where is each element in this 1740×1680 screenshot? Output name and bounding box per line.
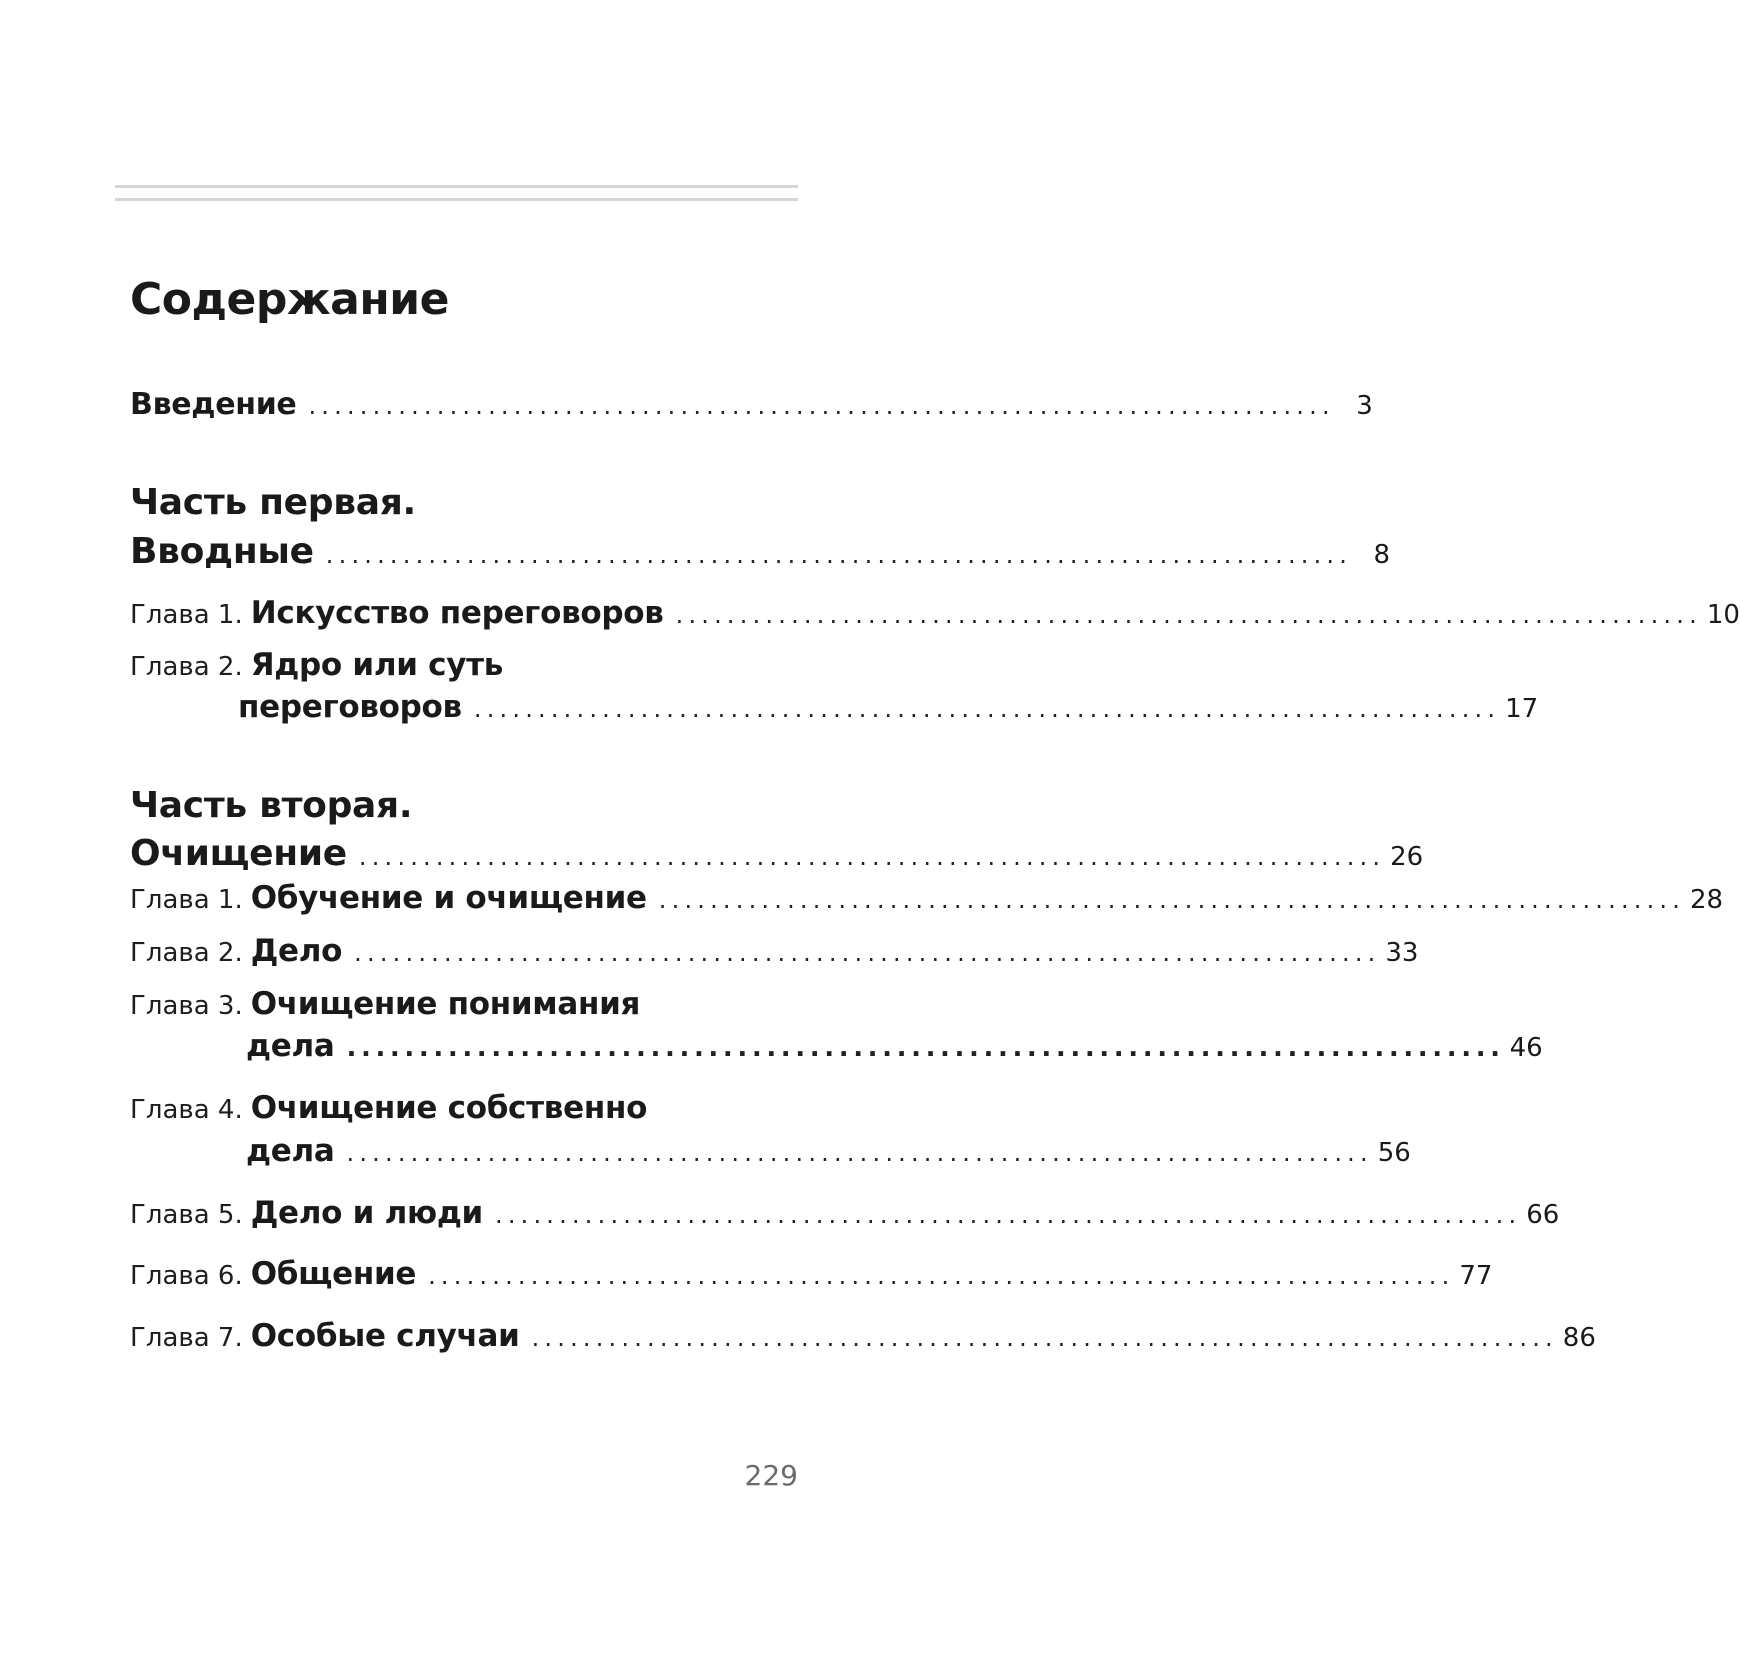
toc-entry-chapter[interactable] (130, 1256, 1493, 1292)
toc-entry-page: 86 (1562, 1323, 1596, 1353)
chapter-title-line2: дела (246, 1133, 335, 1169)
toc-entry-page: 33 (1385, 938, 1419, 968)
toc-entry-page: 8 (1373, 540, 1391, 570)
chapter-label: Глава 1. (130, 885, 243, 915)
chapter-title: Обучение и очищение (250, 880, 647, 916)
toc-entry-chapter[interactable] (130, 595, 1740, 631)
chapter-title: Общение (250, 1256, 417, 1292)
toc-entry-chapter[interactable] (130, 647, 755, 683)
toc-entry-page: 77 (1459, 1261, 1493, 1291)
toc-entry-page: 10 (1706, 600, 1740, 630)
toc-entry-chapter[interactable] (130, 1195, 1560, 1231)
toc-entry-chapter[interactable] (130, 933, 1419, 969)
chapter-title-line1: Очищение собственно (250, 1090, 648, 1126)
toc-entry-intro[interactable] (130, 387, 1373, 422)
part-heading-line1: Часть первая. (130, 482, 416, 523)
dot-leader: ................................................................................ (675, 601, 1702, 629)
chapter-label: Глава 3. (130, 991, 243, 1021)
chapter-label: Глава 5. (130, 1200, 243, 1230)
toc-entry-chapter-continuation[interactable] (246, 1133, 1411, 1169)
chapter-title: Дело (250, 933, 343, 969)
chapter-label: Глава 6. (130, 1261, 243, 1291)
chapter-title: Искусство переговоров (250, 595, 664, 631)
toc-entry-page: 17 (1505, 694, 1539, 724)
toc-entry-chapter[interactable] (130, 1090, 755, 1126)
dot-leader: ................................................................................ (325, 541, 1353, 569)
dot-leader: ................................................................................ (658, 886, 1686, 914)
dot-leader: ................................................................................ (354, 939, 1381, 967)
page-number: 229 (744, 1459, 798, 1492)
chapter-title: Особые случаи (250, 1318, 520, 1354)
dot-leader: ................................................................................ (531, 1324, 1558, 1352)
toc-entry-title: Введение (130, 387, 297, 422)
dot-leader: ................................................................................ (473, 695, 1501, 723)
chapter-title-line1: Очищение понимания (250, 986, 641, 1022)
toc-entry-part2[interactable] (130, 833, 1424, 874)
header-rule-bottom (115, 198, 798, 201)
chapter-title-line2: дела (246, 1028, 335, 1064)
chapter-title-line1: Ядро или суть (250, 647, 504, 683)
toc-entry-chapter[interactable] (130, 1318, 1596, 1354)
toc-entry-page: 56 (1377, 1138, 1411, 1168)
toc-title: Содержание (130, 274, 449, 325)
part-heading-line2: Очищение (130, 833, 347, 874)
toc-entry-chapter-continuation[interactable] (238, 689, 1539, 725)
toc-entry-page: 66 (1526, 1200, 1560, 1230)
chapter-title: Дело и люди (250, 1195, 483, 1231)
part-heading-line2: Вводные (130, 531, 314, 572)
dot-leader: ................................................................................ (358, 843, 1386, 871)
toc-entry-page: 28 (1690, 885, 1724, 915)
chapter-title-line2: переговоров (238, 689, 462, 725)
dot-leader: ................................................................................ (346, 1033, 1505, 1063)
dot-leader: ................................................................................ (346, 1139, 1373, 1167)
toc-entry-part1[interactable] (130, 531, 1391, 572)
toc-entry-chapter-continuation[interactable] (246, 1028, 1543, 1064)
toc-entry-chapter[interactable] (130, 986, 755, 1022)
dot-leader: ................................................................................ (308, 392, 1335, 420)
toc-entry-page: 46 (1509, 1033, 1543, 1063)
header-rule-top (115, 185, 798, 188)
chapter-label: Глава 2. (130, 652, 243, 682)
toc-entry-page: 3 (1356, 391, 1373, 421)
toc-entry-chapter[interactable] (130, 880, 1724, 916)
chapter-label: Глава 1. (130, 600, 243, 630)
dot-leader: ................................................................................ (494, 1201, 1522, 1229)
dot-leader: ................................................................................ (428, 1262, 1455, 1290)
chapter-label: Глава 4. (130, 1095, 243, 1125)
chapter-label: Глава 7. (130, 1323, 243, 1353)
chapter-label: Глава 2. (130, 938, 243, 968)
part-heading-line1: Часть вторая. (130, 785, 413, 826)
toc-entry-page: 26 (1390, 842, 1424, 872)
